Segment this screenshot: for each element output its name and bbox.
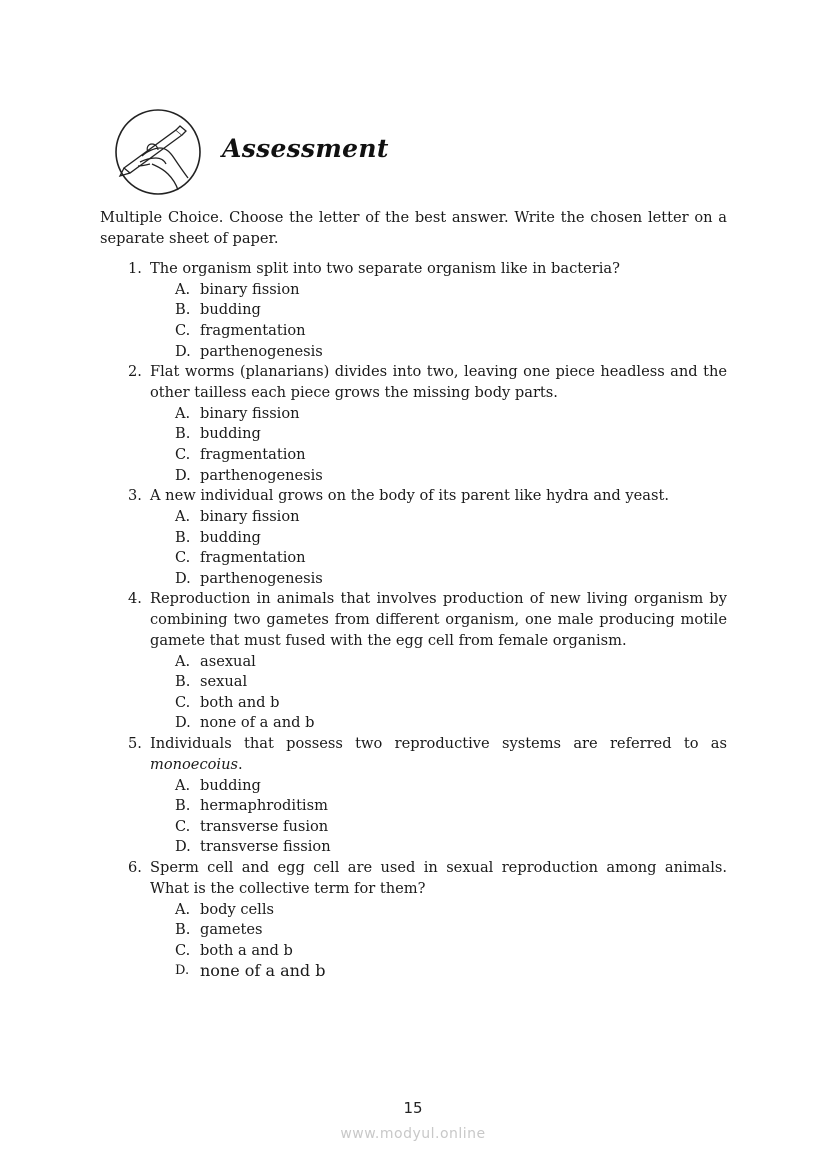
option-d: D. parthenogenesis bbox=[175, 466, 323, 484]
question-number: 2. bbox=[128, 363, 142, 381]
options-list bbox=[150, 652, 727, 734]
question-text: Reproduction in animals that involves production of new living organism by combining two gametes from different organism, one male producing motile gamete that must fused with the egg cell from female organism. bbox=[150, 590, 727, 649]
question-number: 6. bbox=[128, 859, 142, 877]
option-d: D. transverse fission bbox=[175, 838, 331, 856]
option-b: B. budding bbox=[175, 425, 261, 443]
watermark: www.modyul.online bbox=[340, 1126, 486, 1142]
question-number: 3. bbox=[128, 487, 142, 505]
question-text-continuation: monoecoius. bbox=[150, 755, 243, 773]
option-c: C. fragmentation bbox=[175, 445, 306, 463]
hand-writing-pencil-icon bbox=[112, 108, 204, 196]
question-number: 5. bbox=[128, 735, 142, 753]
option-d: D. none of a and b bbox=[175, 714, 315, 732]
question-item bbox=[100, 362, 727, 486]
question-text: Individuals that possess two reproductive systems are referred to as bbox=[150, 735, 727, 753]
question-text: A new individual grows on the body of its parent like hydra and yeast. bbox=[150, 487, 669, 505]
question-item bbox=[100, 858, 727, 982]
options-list bbox=[150, 900, 727, 982]
question-text: Flat worms (planarians) divides into two, leaving one piece headless and the other tailless each piece grows the missing body parts. bbox=[150, 363, 727, 401]
option-a: A. asexual bbox=[175, 652, 256, 670]
options-list bbox=[150, 507, 727, 589]
option-d: D. parthenogenesis bbox=[175, 569, 323, 587]
option-d: D. none of a and b bbox=[175, 961, 326, 981]
option-b: B. hermaphroditism bbox=[175, 797, 328, 815]
option-a: A. binary fission bbox=[175, 404, 300, 422]
question-item bbox=[100, 486, 727, 589]
question-number: 4. bbox=[128, 590, 142, 608]
option-a: A. budding bbox=[175, 776, 261, 794]
question-item bbox=[100, 259, 727, 362]
option-c: C. fragmentation bbox=[175, 321, 306, 339]
question-number: 1. bbox=[128, 260, 142, 277]
question-item bbox=[100, 589, 727, 734]
option-b: B. budding bbox=[175, 301, 261, 319]
options-list bbox=[150, 280, 727, 362]
options-list bbox=[150, 776, 727, 858]
option-b: B. sexual bbox=[175, 673, 248, 691]
question-text: Sperm cell and egg cell are used in sexual reproduction among animals. What is the collective term for them? bbox=[150, 859, 727, 897]
option-c: C. both and b bbox=[175, 693, 280, 711]
instructions-text: Multiple Choice. Choose the letter of the best answer. Write the chosen letter on a separate sheet of paper. bbox=[100, 209, 727, 247]
options-list bbox=[150, 404, 727, 486]
option-c: C. transverse fusion bbox=[175, 817, 329, 835]
option-a: A. body cells bbox=[175, 900, 274, 918]
option-b: B. gametes bbox=[175, 921, 263, 939]
option-a: A. binary fission bbox=[175, 280, 300, 298]
question-text: The organism split into two separate organism like in bacteria? bbox=[150, 260, 620, 277]
page-number: 15 bbox=[403, 1099, 423, 1117]
question-item bbox=[100, 734, 727, 858]
option-d: D. parthenogenesis bbox=[175, 342, 323, 360]
option-b: B. budding bbox=[175, 528, 261, 546]
page-title: Assessment bbox=[222, 134, 389, 163]
option-c: C. both a and b bbox=[175, 941, 293, 959]
option-a: A. binary fission bbox=[175, 507, 300, 525]
option-c: C. fragmentation bbox=[175, 549, 306, 567]
question-list bbox=[100, 259, 727, 982]
